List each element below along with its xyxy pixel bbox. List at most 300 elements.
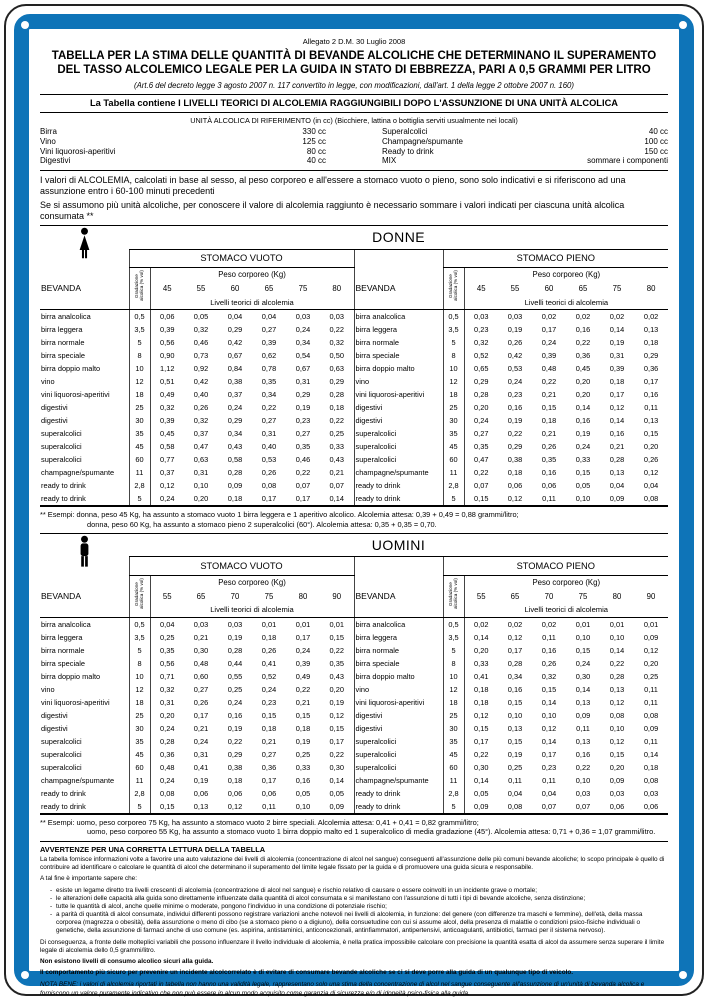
- abv-value: 3,5: [443, 631, 464, 644]
- alcolemia-value: 0,15: [541, 684, 557, 694]
- alcolemia-value: 0,30: [193, 645, 209, 655]
- abv-value: 12: [129, 375, 150, 388]
- table-row: [40, 453, 668, 466]
- weight-col: 80: [612, 591, 622, 601]
- alcolemia-value: 0,12: [609, 402, 625, 412]
- alcolemia-value: 0,11: [644, 684, 658, 694]
- weight-col: 55: [162, 591, 172, 601]
- alcolemia-value: 0,21: [261, 736, 277, 746]
- beverage-name: vino: [354, 683, 443, 696]
- weight-col: 45: [476, 283, 486, 293]
- abv-value: 5: [129, 800, 150, 814]
- weight-col: 60: [230, 283, 240, 293]
- unit-value: 125 cc: [302, 136, 326, 146]
- alcolemia-value: 0,09: [329, 801, 344, 811]
- alcolemia-value: 0,22: [507, 428, 523, 438]
- alcolemia-value: 0,17: [507, 645, 523, 655]
- table-row: [40, 631, 668, 644]
- esempio-line: uomo, peso corporeo 55 Kg, ha assunto a stomaco vuoto 1 birra doppio malto ed 1 superalcolico di media gradazione (45°). Alcolemia attesa: 0,71 + 0,36 = 1,07 grammi/litro.: [87, 827, 656, 837]
- alcolemia-value: 0,17: [295, 493, 311, 503]
- alcolemia-value: 0,41: [474, 671, 489, 681]
- alcolemia-value: 0,16: [541, 645, 557, 655]
- alcolemia-value: 0,25: [329, 428, 344, 438]
- alcolemia-value: 0,24: [575, 658, 591, 668]
- alcolemia-value: 0,39: [261, 337, 277, 347]
- abv-value: 30: [129, 414, 150, 427]
- alcolemia-value: 0,25: [643, 671, 659, 681]
- alcolemia-value: 0,15: [575, 645, 591, 655]
- table-row: [40, 683, 668, 696]
- abv-value: 11: [443, 466, 464, 479]
- units-left-column: [40, 127, 354, 166]
- alcolemia-value: 0,08: [160, 788, 175, 798]
- beverage-name: vino: [354, 375, 443, 388]
- alcolemia-value: 0,34: [227, 428, 243, 438]
- alcolemia-value: 0,13: [507, 723, 523, 733]
- alcolemia-value: 0,24: [295, 645, 311, 655]
- beverage-name: birra analcolica: [354, 309, 443, 323]
- alcolemia-value: 0,50: [329, 350, 344, 360]
- alcolemia-value: 0,19: [575, 428, 591, 438]
- alcolemia-value: 1,12: [160, 363, 175, 373]
- beverage-name: birra analcolica: [41, 311, 91, 321]
- donne-table: [40, 225, 668, 507]
- alcolemia-value: 0,23: [295, 415, 311, 425]
- alcolemia-value: 0,06: [643, 801, 659, 811]
- alcolemia-value: 0,17: [261, 775, 277, 785]
- abv-value: 45: [443, 748, 464, 761]
- alcolemia-value: 0,18: [295, 723, 311, 733]
- alcolemia-value: 0,14: [474, 775, 489, 785]
- alcolemia-value: 0,58: [227, 454, 243, 464]
- bullet-item: - a parità di quantità di alcol consumate, individui differenti possono registrare variazioni anche notevoli nei livelli di alcolemia, in funzione: del genere (con differenze tra maschi e femmine), dell'età, della massa corporea (magrezza o obesità), della assunzione o meno di cibo (se a stomaco pieno o a digiuno), della consuetudine con cui si assume alcol, della presenza di malattie o condizioni psico-fisiche individuali o genetiche, della assunzione di farmaci anche di uso comune (es. aspirina, antistaminici, anticoncezionali, antinfiammatori, antipertensivi, anticoagulanti, antibiotici, farmaci per il sistema nervoso).: [50, 911, 668, 936]
- alcolemia-value: 0,33: [295, 762, 311, 772]
- alcolemia-value: 0,42: [507, 350, 523, 360]
- beverage-name: digestivi: [41, 402, 68, 412]
- stomaco-pieno-header: STOMACO PIENO: [443, 557, 668, 575]
- table-row: [40, 670, 668, 683]
- alcolemia-value: 0,39: [295, 658, 311, 668]
- alcolemia-value: 0,39: [160, 324, 175, 334]
- alcolemia-value: 0,73: [193, 350, 209, 360]
- alcolemia-value: 0,20: [193, 493, 209, 503]
- alcolemia-value: 0,16: [575, 324, 591, 334]
- alcolemia-value: 0,46: [295, 454, 311, 464]
- spacer-cell: [354, 557, 443, 575]
- abv-value: 11: [129, 774, 150, 787]
- alcolemia-value: 0,60: [193, 671, 209, 681]
- unit-name: Birra: [40, 127, 57, 137]
- abv-value: 2,8: [443, 787, 464, 800]
- weight-col: 65: [578, 283, 588, 293]
- unit-name: Vino: [40, 136, 56, 146]
- alcolemia-value: 0,22: [261, 402, 277, 412]
- unit-value: 40 cc: [306, 156, 326, 166]
- alcolemia-value: 0,29: [329, 376, 344, 386]
- alcolemia-value: 0,09: [575, 710, 591, 720]
- spacer-cell: [354, 249, 443, 267]
- alcolemia-value: 0,11: [542, 493, 556, 503]
- alcolemia-value: 0,53: [261, 454, 277, 464]
- page-title: TABELLA PER LA STIMA DELLE QUANTITÀ DI BEVANDE ALCOLICHE CHE DETERMINANO IL SUPERAMENTO DEL TASSO ALCOLEMICO LEGALE PER LA GUIDA IN STATO DI EBBREZZA, PARI A 0,5 GRAMMI PER LITRO: [51, 50, 657, 77]
- alcolemia-value: 0,36: [643, 363, 659, 373]
- alcolemia-value: 0,31: [160, 697, 175, 707]
- alcolemia-value: 0,24: [507, 376, 523, 386]
- alcolemia-value: 0,90: [160, 350, 175, 360]
- alcolemia-value: 0,84: [227, 363, 243, 373]
- beverage-name: vino: [41, 684, 55, 694]
- abv-value: 0,5: [129, 309, 150, 323]
- alcolemia-value: 0,13: [609, 467, 625, 477]
- alcolemia-value: 0,29: [507, 441, 523, 451]
- alcolemia-value: 0,35: [295, 441, 311, 451]
- beverage-name: birra speciale: [41, 350, 85, 360]
- alcolemia-value: 0,18: [507, 467, 523, 477]
- alcolemia-value: 0,22: [575, 337, 591, 347]
- alcolemia-value: 0,33: [474, 658, 489, 668]
- alcolemia-value: 0,16: [643, 389, 659, 399]
- weight-col: 80: [298, 591, 308, 601]
- abv-value: 2,8: [129, 787, 150, 800]
- alcolemia-value: 0,10: [507, 710, 523, 720]
- alcolemia-value: 0,22: [295, 684, 311, 694]
- alcolemia-value: 0,20: [575, 389, 591, 399]
- beverage-name: vini liquorosi-aperitivi: [41, 697, 110, 707]
- alcolemia-value: 0,03: [227, 619, 243, 629]
- alcolemia-value: 0,14: [329, 775, 344, 785]
- unit-row: [40, 147, 326, 157]
- alcolemia-value: 0,39: [541, 350, 557, 360]
- alcolemia-value: 0,32: [329, 337, 344, 347]
- alcolemia-value: 0,01: [575, 619, 591, 629]
- alcolemia-value: 0,45: [575, 363, 591, 373]
- weight-col: 75: [612, 283, 622, 293]
- table-row: [40, 722, 668, 735]
- bevanda-header: BEVANDA: [40, 267, 129, 309]
- livelli-header: Livelli teorici di alcolemia: [464, 295, 668, 309]
- alcolemia-value: 0,16: [541, 467, 557, 477]
- alcolemia-value: 0,12: [541, 723, 557, 733]
- avvertenze-section: [40, 845, 668, 998]
- alcolemia-value: 0,19: [507, 324, 523, 334]
- alcolemia-value: 0,32: [160, 684, 175, 694]
- table-row: [40, 617, 668, 631]
- alcolemia-value: 0,24: [160, 775, 175, 785]
- alcolemia-value: 0,20: [329, 684, 344, 694]
- alcolemia-value: 0,22: [609, 658, 625, 668]
- unit-name: Champagne/spumante: [382, 136, 463, 146]
- alcolemia-value: 0,08: [261, 480, 277, 490]
- alcolemia-value: 0,06: [227, 788, 243, 798]
- alcolemia-value: 0,14: [541, 697, 557, 707]
- abv-value: 45: [443, 440, 464, 453]
- divider: [40, 112, 668, 113]
- beverage-name: superalcolici: [41, 736, 82, 746]
- weight-col: 90: [646, 591, 656, 601]
- alcolemia-value: 0,51: [160, 376, 175, 386]
- abv-value: 60: [129, 761, 150, 774]
- alcolemia-value: 0,26: [541, 441, 557, 451]
- beverage-name: vini liquorosi-aperitivi: [41, 389, 110, 399]
- alcolemia-value: 0,17: [474, 736, 489, 746]
- weight-col: 75: [298, 283, 308, 293]
- alcolemia-value: 0,56: [160, 337, 175, 347]
- table-row: [40, 761, 668, 774]
- weight-col: 65: [510, 591, 520, 601]
- alcolemia-value: 0,35: [541, 454, 557, 464]
- alcolemia-value: 0,10: [575, 632, 591, 642]
- alcolemia-value: 0,16: [575, 415, 591, 425]
- alcolemia-value: 0,11: [644, 402, 659, 412]
- alcolemia-value: 0,17: [541, 324, 557, 334]
- table-row: [40, 336, 668, 349]
- alcolemia-value: 0,19: [295, 402, 311, 412]
- beverage-name: birra leggera: [354, 323, 443, 336]
- alcolemia-value: 0,12: [329, 710, 344, 720]
- alcolemia-value: 0,56: [160, 658, 175, 668]
- abv-value: 5: [443, 800, 464, 814]
- abv-value: 8: [129, 657, 150, 670]
- weight-col: 75: [264, 591, 274, 601]
- alcolemia-value: 0,21: [541, 389, 557, 399]
- table-row: [40, 735, 668, 748]
- alcolemia-value: 0,25: [227, 684, 243, 694]
- alcolemia-value: 0,10: [575, 493, 591, 503]
- alcolemia-value: 0,18: [609, 376, 625, 386]
- beverage-name: digestivi: [354, 401, 443, 414]
- unit-name: Digestivi: [40, 156, 71, 166]
- alcolemia-value: 0,27: [295, 428, 311, 438]
- alcolemia-value: 0,14: [609, 645, 625, 655]
- alcolemia-value: 0,24: [541, 337, 557, 347]
- units-header: UNITÀ ALCOLICA DI RIFERIMENTO (in cc) (Bicchiere, lattina o bottiglia serviti usualmente nei locali): [190, 116, 518, 126]
- alcolemia-value: 0,43: [227, 441, 243, 451]
- unit-value: 150 cc: [644, 146, 668, 156]
- alcolemia-value: 0,24: [160, 723, 175, 733]
- alcolemia-value: 0,03: [329, 311, 344, 321]
- alcolemia-value: 0,11: [644, 736, 658, 746]
- table-row: [40, 787, 668, 800]
- alcolemia-value: 0,09: [474, 801, 489, 811]
- alcolemia-value: 0,24: [575, 441, 591, 451]
- alcolemia-value: 0,17: [643, 376, 659, 386]
- weight-col: 45: [162, 283, 172, 293]
- alcolemia-value: 0,04: [609, 480, 625, 490]
- esempi-donne: [40, 510, 668, 529]
- alcolemia-value: 0,24: [474, 415, 489, 425]
- table-row: [40, 323, 668, 336]
- alcolemia-value: 0,08: [643, 710, 659, 720]
- alcolemia-value: 0,19: [295, 736, 311, 746]
- alcolemia-value: 0,16: [575, 749, 591, 759]
- beverage-name: digestivi: [354, 709, 443, 722]
- alcolemia-value: 0,92: [193, 363, 209, 373]
- alcolemia-value: 0,21: [541, 428, 557, 438]
- abv-value: 8: [443, 657, 464, 670]
- uomini-table: [40, 533, 668, 815]
- unit-row: [382, 127, 668, 137]
- alcolemia-value: 0,03: [609, 788, 625, 798]
- alcolemia-value: 0,03: [575, 788, 591, 798]
- alcolemia-value: 0,15: [329, 632, 344, 642]
- stomaco-pieno-header: STOMACO PIENO: [443, 249, 668, 267]
- weight-col: 55: [476, 591, 486, 601]
- alcolemia-value: 0,13: [609, 684, 625, 694]
- alcolemia-value: 0,24: [193, 736, 209, 746]
- beverage-name: birra normale: [354, 644, 443, 657]
- abv-value: 18: [443, 388, 464, 401]
- beverage-name: vini liquorosi-aperitivi: [354, 388, 443, 401]
- alcolemia-value: 0,03: [643, 788, 659, 798]
- alcolemia-value: 0,08: [643, 493, 659, 503]
- alcolemia-value: 0,15: [507, 697, 523, 707]
- table-row: [40, 748, 668, 761]
- alcolemia-value: 0,12: [160, 480, 175, 490]
- alcolemia-value: 0,12: [507, 493, 523, 503]
- alcolemia-value: 0,16: [227, 710, 243, 720]
- beverage-name: digestivi: [354, 722, 443, 735]
- alcolemia-value: 0,35: [474, 441, 489, 451]
- abv-value: 0,5: [443, 309, 464, 323]
- alcolemia-value: 0,32: [160, 402, 175, 412]
- unit-name: Vini liquorosi-aperitivi: [40, 146, 116, 156]
- alcolemia-value: 0,37: [160, 467, 175, 477]
- weight-col: 80: [646, 283, 656, 293]
- beverage-name: superalcolici: [354, 440, 443, 453]
- table-row: [40, 800, 668, 814]
- alcolemia-value: 0,22: [575, 762, 591, 772]
- table-row: [40, 709, 668, 722]
- alcolemia-value: 0,24: [227, 402, 243, 412]
- alcolemia-value: 0,26: [261, 645, 277, 655]
- alcolemia-value: 0,12: [643, 467, 659, 477]
- alcolemia-value: 0,15: [329, 723, 344, 733]
- alcolemia-value: 0,22: [541, 376, 557, 386]
- beverage-name: superalcolici: [41, 454, 82, 464]
- alcolemia-value: 0,01: [295, 619, 311, 629]
- beverage-name: ready to drink: [41, 801, 86, 811]
- alcolemia-value: 0,35: [329, 658, 344, 668]
- alcolemia-value: 0,15: [609, 749, 625, 759]
- beverage-name: superalcolici: [354, 748, 443, 761]
- alcolemia-value: 0,40: [261, 441, 277, 451]
- alcolemia-value: 0,31: [609, 350, 625, 360]
- alcolemia-value: 0,12: [643, 645, 659, 655]
- beverage-name: ready to drink: [354, 800, 443, 814]
- abv-value: 45: [129, 748, 150, 761]
- alcolemia-value: 0,13: [193, 801, 209, 811]
- alcolemia-value: 0,41: [261, 658, 277, 668]
- alcolemia-value: 0,10: [609, 723, 625, 733]
- gradazione-header: [443, 267, 464, 309]
- beverage-name: superalcolici: [41, 428, 82, 438]
- alcolemia-value: 0,09: [227, 480, 243, 490]
- alcolemia-value: 0,18: [643, 337, 659, 347]
- abv-value: 60: [129, 453, 150, 466]
- abv-value: 10: [129, 362, 150, 375]
- alcolemia-value: 0,38: [227, 376, 243, 386]
- alcolemia-value: 0,04: [227, 311, 243, 321]
- intro-paragraph-1: I valori di ALCOLEMIA, calcolati in base al sesso, al peso corporeo e all'essere a stomaco vuoto o pieno, sono solo indicativi e si riferiscono ad una assunzione entro i 60-100 minuti precedenti: [40, 175, 626, 196]
- alcolemia-value: 0,29: [227, 324, 243, 334]
- alcolemia-value: 0,06: [160, 311, 175, 321]
- alcolemia-value: 0,15: [541, 402, 557, 412]
- alcolemia-value: 0,38: [227, 762, 243, 772]
- alcolemia-value: 0,24: [227, 697, 243, 707]
- alcolemia-value: 0,31: [295, 376, 311, 386]
- alcolemia-value: 0,22: [295, 467, 311, 477]
- alcolemia-value: 0,28: [329, 389, 344, 399]
- screw-icon: [679, 971, 687, 979]
- alcolemia-value: 0,05: [193, 311, 209, 321]
- alcolemia-value: 0,48: [541, 363, 557, 373]
- unit-row: [40, 137, 326, 147]
- alcolemia-value: 0,02: [609, 311, 625, 321]
- beverage-name: birra doppio malto: [354, 362, 443, 375]
- alcolemia-value: 0,19: [507, 749, 523, 759]
- reference-units: [40, 127, 668, 166]
- beverage-name: ready to drink: [41, 493, 86, 503]
- beverage-name: birra normale: [41, 337, 85, 347]
- table-row: [40, 696, 668, 709]
- alcolemia-value: 0,32: [474, 337, 489, 347]
- alcolemia-value: 0,39: [609, 363, 625, 373]
- alcolemia-value: 0,47: [193, 441, 209, 451]
- alcolemia-value: 0,29: [643, 350, 659, 360]
- stomaco-vuoto-header: STOMACO VUOTO: [129, 557, 354, 575]
- table-row: [40, 466, 668, 479]
- peso-header: Peso corporeo (Kg): [218, 270, 286, 280]
- beverage-name: digestivi: [41, 710, 68, 720]
- alcolemia-value: 0,21: [329, 467, 344, 477]
- abv-value: 45: [129, 440, 150, 453]
- weight-col: 55: [510, 283, 520, 293]
- screw-icon: [21, 21, 29, 29]
- alcolemia-value: 0,16: [295, 775, 311, 785]
- alcolemia-value: 0,11: [542, 632, 556, 642]
- stomaco-vuoto-header: STOMACO VUOTO: [129, 249, 354, 267]
- abv-value: 8: [129, 349, 150, 362]
- alcolemia-value: 0,19: [329, 697, 344, 707]
- abv-value: 25: [129, 401, 150, 414]
- alcolemia-value: 0,31: [193, 467, 209, 477]
- male-icon: [40, 534, 129, 576]
- abv-value: 25: [443, 709, 464, 722]
- abv-value: 60: [443, 761, 464, 774]
- alcolemia-value: 0,26: [643, 454, 659, 464]
- alcolemia-value: 0,15: [261, 710, 277, 720]
- beverage-name: birra leggera: [41, 324, 83, 334]
- alcolemia-value: 0,32: [193, 324, 209, 334]
- weight-col: 65: [264, 283, 274, 293]
- table-row: [40, 401, 668, 414]
- alcolemia-value: 0,14: [541, 736, 557, 746]
- esempio-line: ** Esempi: donna, peso 45 Kg, ha assunto a stomaco vuoto 1 birra leggera e 1 aperitivo alcolico. Alcolemia attesa: 0,39 + 0,49 = 0,88 grammi/litro;: [40, 509, 519, 519]
- alcolemia-value: 0,14: [643, 749, 659, 759]
- alcolemia-value: 0,04: [261, 311, 277, 321]
- alcolemia-value: 0,03: [295, 311, 311, 321]
- alcolemia-value: 0,14: [474, 632, 489, 642]
- alcolemia-value: 0,08: [507, 801, 523, 811]
- alcolemia-value: 0,04: [643, 480, 659, 490]
- alcolemia-value: 0,03: [474, 311, 489, 321]
- esempi-uomini: [40, 818, 668, 837]
- alcolemia-value: 0,24: [295, 324, 311, 334]
- alcolemia-value: 0,10: [609, 632, 625, 642]
- unit-value: 100 cc: [644, 136, 668, 146]
- abv-value: 35: [129, 427, 150, 440]
- avvertenze-paragraph: A tal fine è importante sapere che:: [40, 875, 137, 883]
